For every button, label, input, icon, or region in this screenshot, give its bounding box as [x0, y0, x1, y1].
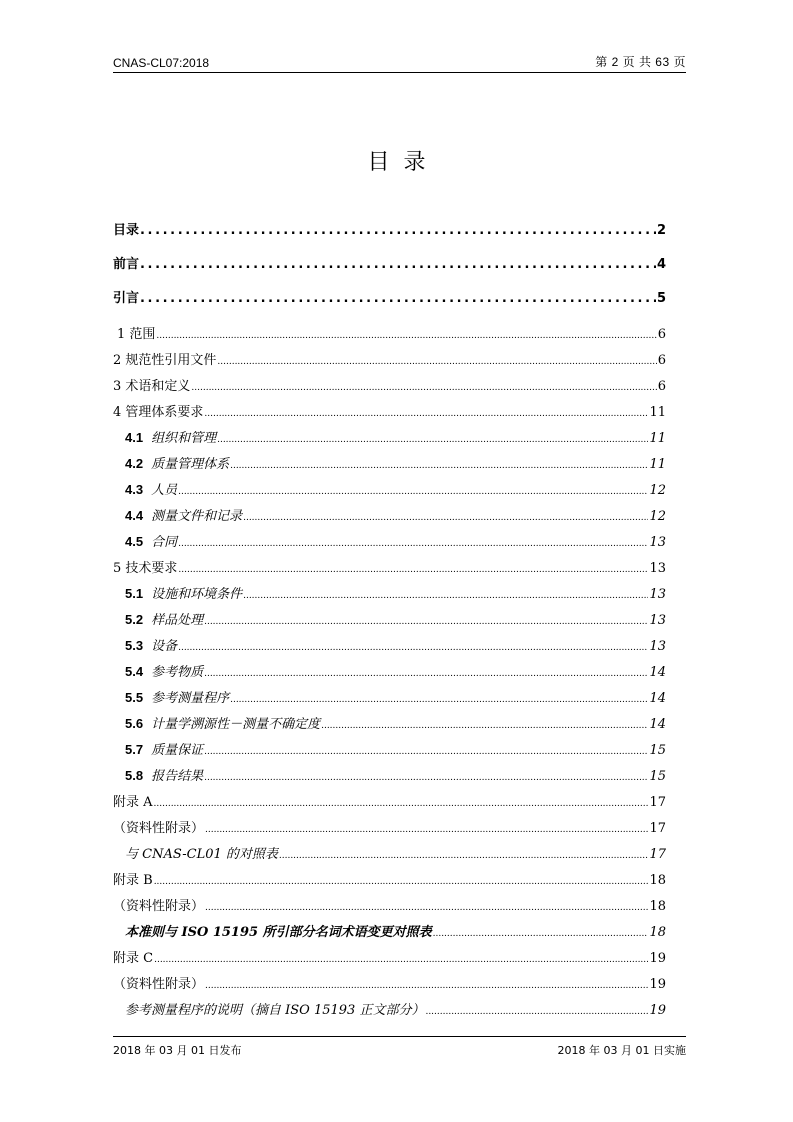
toc-entry-appendix-c-type[interactable]	[113, 973, 666, 992]
page-footer	[113, 1036, 686, 1057]
toc-entry-page: 13	[649, 561, 666, 576]
toc-entry-label: 合同	[151, 535, 178, 550]
toc-entry-page: 18	[649, 899, 666, 914]
toc-entry-page: 11	[649, 457, 666, 472]
toc-entry-label: 前言	[113, 257, 140, 272]
toc-entry-scope[interactable]	[113, 323, 666, 342]
toc-entry-page: 13	[649, 613, 666, 628]
toc-entry-page: 2	[656, 223, 666, 238]
toc-entry-appendix-b-type[interactable]	[113, 895, 666, 914]
toc-entry-label: 设施和环境条件	[151, 587, 243, 602]
toc-entry-label: 附录 C	[113, 951, 154, 966]
toc-entry-page: 15	[649, 769, 666, 784]
page-header	[113, 56, 686, 73]
document-code: CNAS-CL07:2018	[113, 56, 210, 70]
page-number: 第 2 页 共 63 页	[595, 55, 686, 69]
toc-entry-label: 质量保证	[151, 743, 204, 758]
toc-entry-page: 14	[649, 665, 666, 680]
toc-entry-appendix-c[interactable]	[113, 947, 666, 966]
toc-entry-4-1[interactable]	[113, 427, 666, 446]
toc-entry-number: 4.3	[125, 482, 144, 497]
toc-entry-management-requirements[interactable]	[113, 401, 666, 420]
toc-entry-number: 5.2	[125, 612, 144, 627]
toc-entry-number: 4.2	[125, 456, 144, 471]
toc-entry-page: 6	[657, 379, 666, 394]
toc-entry-4-2[interactable]	[113, 453, 666, 472]
issue-date: 2018 年 03 月 01 日发布	[113, 1044, 242, 1057]
toc-entry-page: 6	[657, 353, 666, 368]
toc-entry-page: 19	[649, 951, 666, 966]
toc-entry-number: 5.4	[125, 664, 144, 679]
toc-entry-page: 19	[649, 1003, 666, 1018]
toc-entry-page: 18	[649, 925, 666, 940]
toc-entry-number: 5.5	[125, 690, 144, 705]
toc-entry-5-2[interactable]	[113, 609, 666, 628]
toc-entry-page: 11	[649, 405, 666, 420]
toc-entry-label: 测量文件和记录	[151, 509, 243, 524]
toc-entry-label: 1 范围	[117, 327, 156, 342]
toc-entry-label: 附录 B	[113, 873, 153, 888]
toc-entry-label: 2 规范性引用文件	[113, 353, 217, 368]
toc-entry-label: 计量学溯源性－测量不确定度	[151, 717, 321, 732]
toc-entry-label: 参考测量程序	[151, 691, 230, 706]
toc-entry-page: 13	[649, 639, 666, 654]
toc-entry-5-5[interactable]	[113, 687, 666, 706]
toc-entry-label: 附录 A	[113, 795, 153, 810]
toc-entry-label: 5 技术要求	[113, 561, 178, 576]
toc-entry-label: 4 管理体系要求	[113, 405, 204, 420]
toc-entry-page: 17	[649, 795, 666, 810]
toc-entry-foreword[interactable]	[113, 253, 666, 272]
toc-entry-number: 5.8	[125, 768, 144, 783]
toc-title: 目录	[367, 150, 440, 175]
toc-entry-terms[interactable]	[113, 375, 666, 394]
toc-entry-4-5[interactable]	[113, 531, 666, 550]
toc-entry-label: 参考物质	[151, 665, 204, 680]
toc-entry-page: 18	[649, 873, 666, 888]
toc-entry-number: 5.1	[125, 586, 144, 601]
toc-entry-appendix-b[interactable]	[113, 869, 666, 888]
toc-entry-page: 12	[649, 483, 666, 498]
toc-entry-appendix-b-title[interactable]	[113, 921, 666, 940]
toc-entry-appendix-a-type[interactable]	[113, 817, 666, 836]
toc-entry-page: 12	[649, 509, 666, 524]
effective-date: 2018 年 03 月 01 日实施	[557, 1044, 686, 1057]
toc-entry-page: 17	[649, 847, 666, 862]
toc-entry-label: 设备	[151, 639, 178, 654]
toc-entry-normative-references[interactable]	[113, 349, 666, 368]
toc-entry-number: 4.1	[125, 430, 144, 445]
toc-entry-number: 5.3	[125, 638, 144, 653]
toc-entry-number: 5.6	[125, 716, 144, 731]
toc-entry-5-6[interactable]	[113, 713, 666, 732]
toc-entry-page: 6	[657, 327, 666, 342]
toc-entry-page: 15	[649, 743, 666, 758]
toc-entry-page: 4	[656, 257, 666, 272]
toc-entry-page: 17	[649, 821, 666, 836]
toc-entry-page: 13	[649, 535, 666, 550]
toc-entry-5-8[interactable]	[113, 765, 666, 784]
toc-entry-label: （资料性附录）	[113, 977, 205, 992]
toc-entry-page: 5	[656, 291, 666, 306]
toc-entry-label: 报告结果	[151, 769, 204, 784]
toc-entry-label: 人员	[151, 483, 178, 498]
toc-entry-4-4[interactable]	[113, 505, 666, 524]
toc-entry-number: 4.4	[125, 508, 144, 523]
toc-entry-label: 样品处理	[151, 613, 204, 628]
toc-entry-label: （资料性附录）	[113, 821, 205, 836]
toc-entry-5-3[interactable]	[113, 635, 666, 654]
toc-entry-page: 14	[649, 691, 666, 706]
toc-entry-label: 质量管理体系	[151, 457, 230, 472]
toc-entry-page: 13	[649, 587, 666, 602]
toc-entry-appendix-c-title[interactable]	[113, 999, 666, 1018]
toc-entry-label: 引言	[113, 291, 140, 306]
toc-entry-page: 19	[649, 977, 666, 992]
toc-entry-page: 11	[649, 431, 666, 446]
toc-entry-number: 5.7	[125, 742, 144, 757]
toc-entry-contents[interactable]	[113, 219, 666, 238]
toc-entry-appendix-a[interactable]	[113, 791, 666, 810]
toc-entry-5-4[interactable]	[113, 661, 666, 680]
toc-entry-label: 参考测量程序的说明（摘自 ISO 15193 正文部分）	[125, 1003, 425, 1018]
toc-entry-5-1[interactable]	[113, 583, 666, 602]
toc-entry-label: 组织和管理	[151, 431, 217, 446]
toc-entry-number: 4.5	[125, 534, 144, 549]
toc-entry-4-3[interactable]	[113, 479, 666, 498]
toc-entry-5-7[interactable]	[113, 739, 666, 758]
toc-entry-label: 3 术语和定义	[113, 379, 191, 394]
toc-entry-technical-requirements[interactable]	[113, 557, 666, 576]
toc-entry-appendix-a-title[interactable]	[113, 843, 666, 862]
toc-entry-label: 本准则与 ISO 15195 所引部分名词术语变更对照表	[125, 925, 432, 940]
toc-entry-label: 与 CNAS-CL01 的对照表	[125, 847, 278, 862]
toc-entry-label: （资料性附录）	[113, 899, 205, 914]
toc-entry-label: 目录	[113, 223, 140, 238]
toc-entry-page: 14	[649, 717, 666, 732]
toc-entry-introduction[interactable]	[113, 287, 666, 306]
